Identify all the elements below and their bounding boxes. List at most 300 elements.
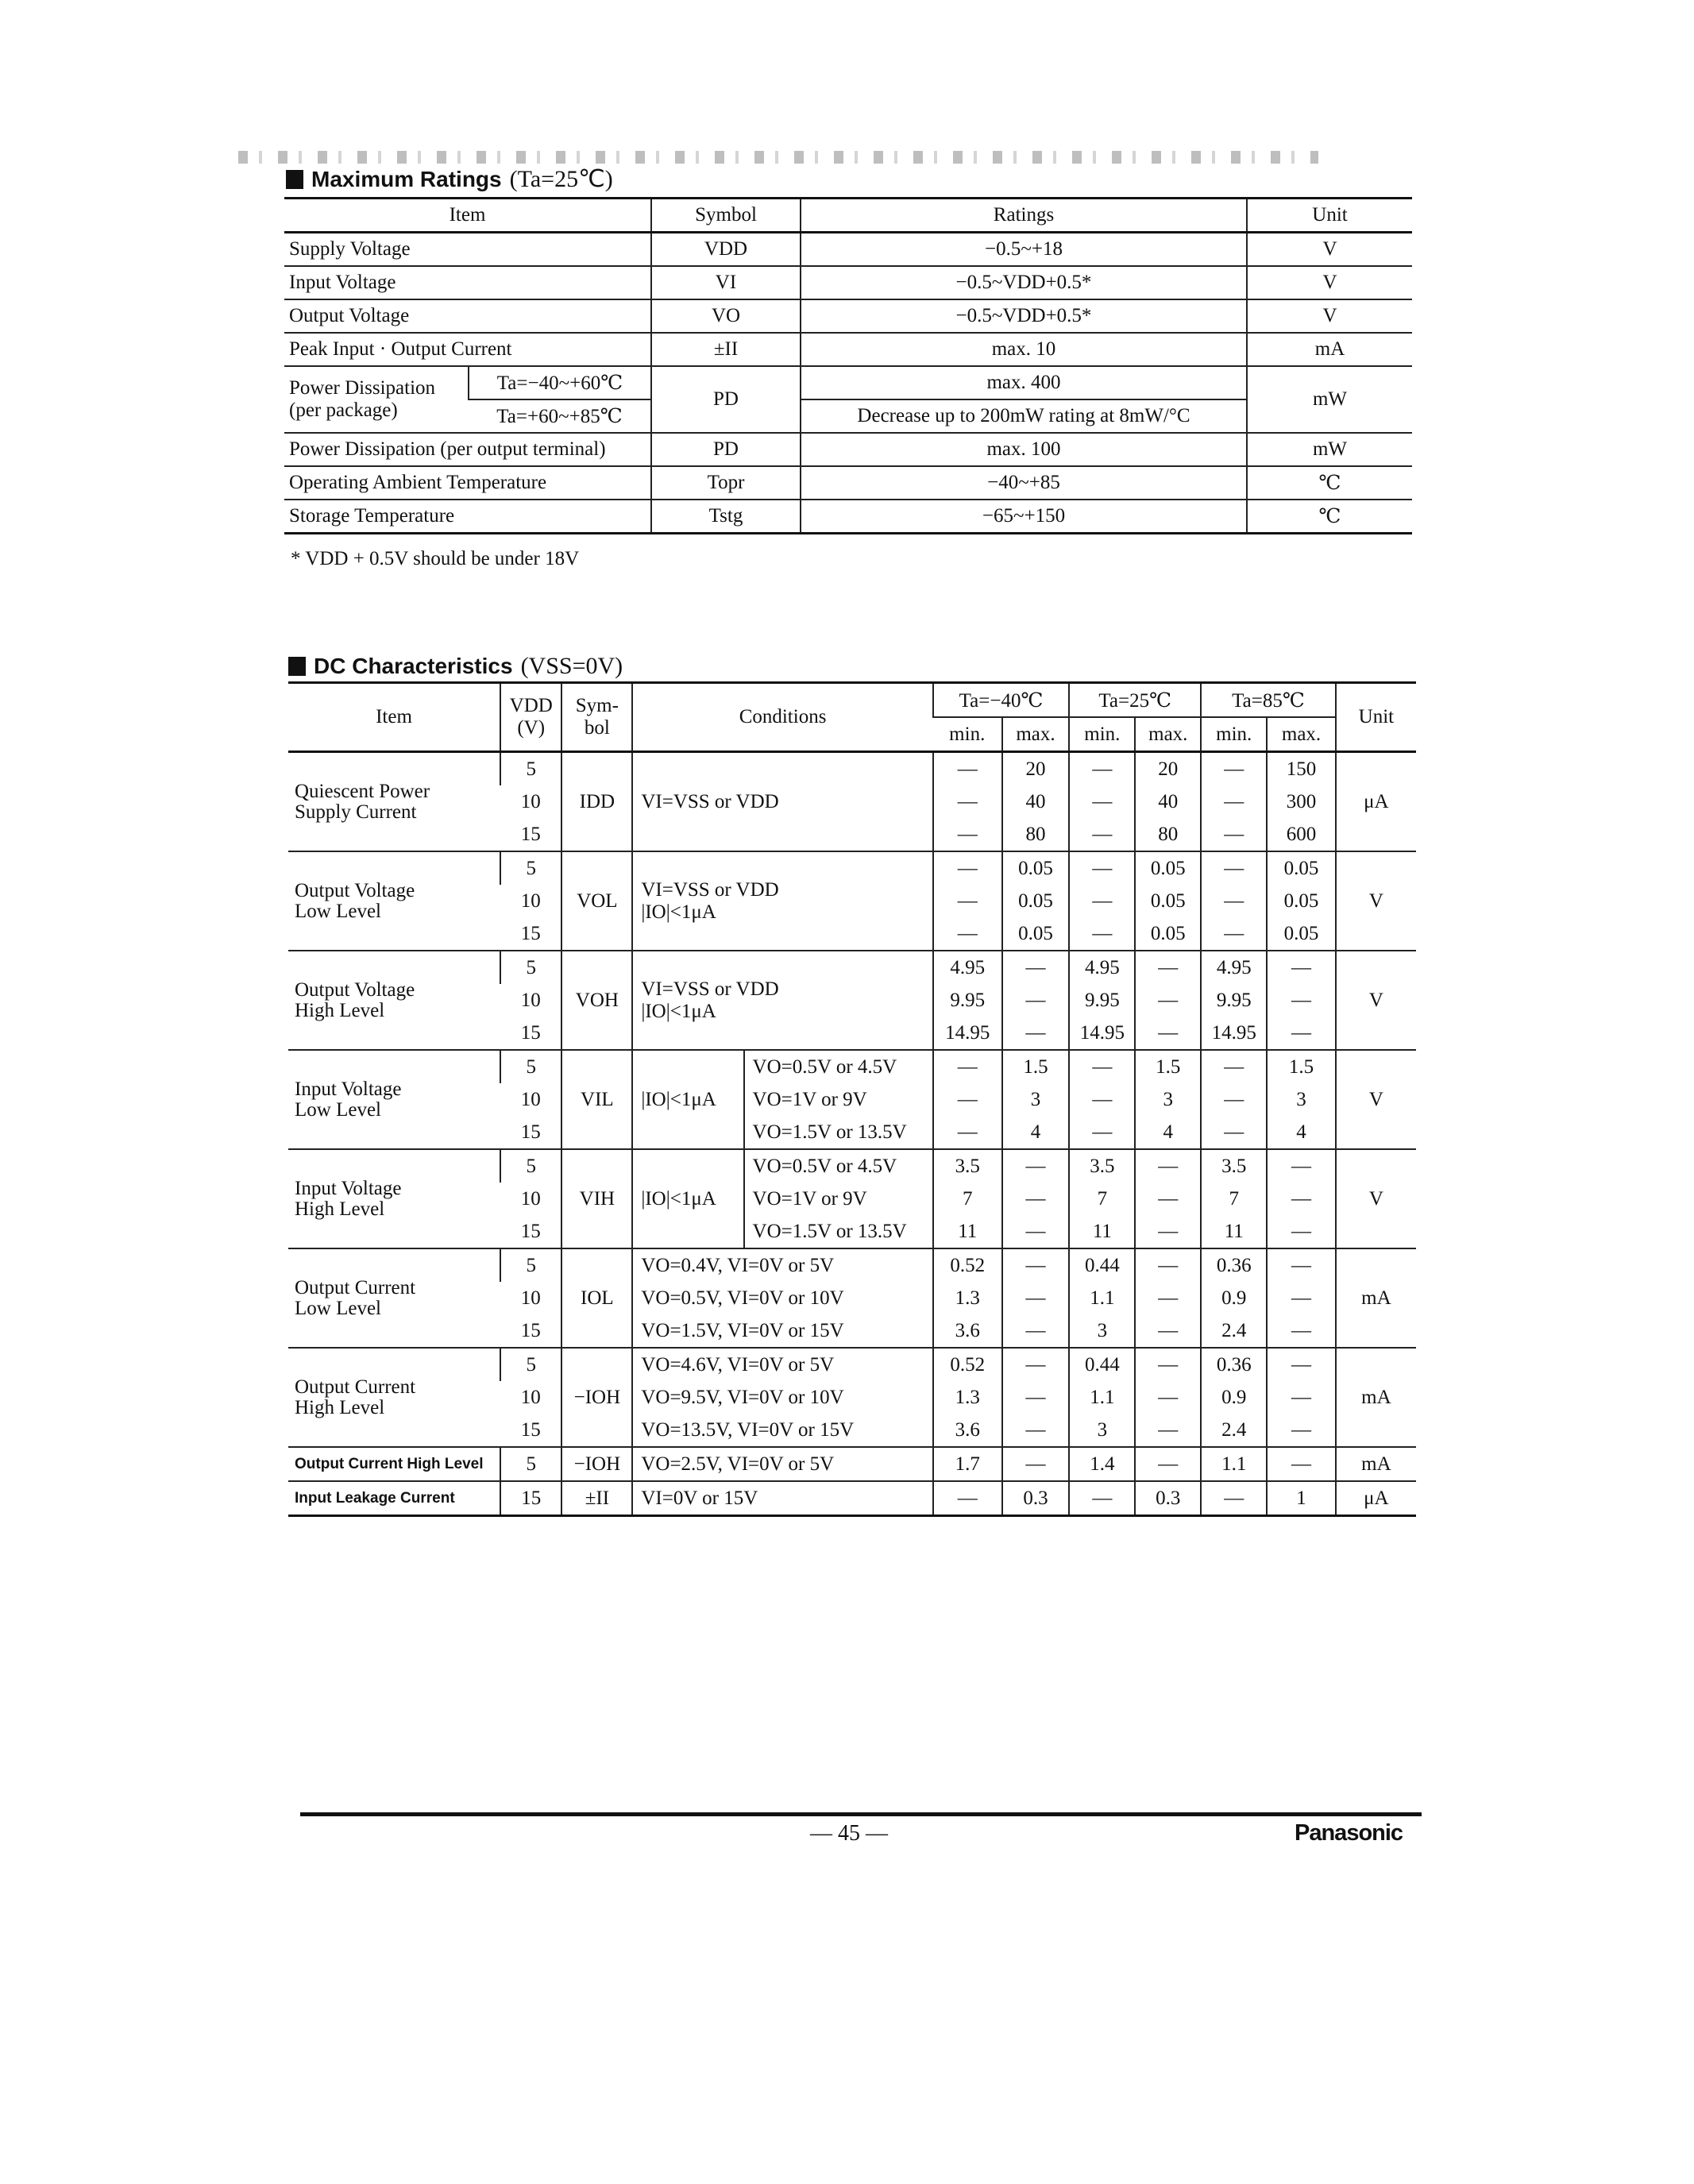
dc-min-85: — [1201, 1481, 1267, 1516]
dc-max-85: 0.05 [1267, 851, 1335, 885]
dc-max-25: — [1135, 1414, 1201, 1447]
dc-condition: VO=4.6V, VI=0V or 5V [632, 1348, 932, 1381]
dc-min-25: — [1069, 1083, 1135, 1116]
max-row [284, 266, 1412, 299]
dc-max-85: — [1267, 1381, 1335, 1414]
dc-min-m40: 11 [933, 1215, 1002, 1248]
dc-min-85: — [1201, 1083, 1267, 1116]
dc-vdd: 15 [500, 917, 561, 951]
dc-group [288, 1050, 1416, 1149]
dc-header-row-1 [288, 683, 1416, 718]
dc-unit: μA [1336, 752, 1416, 852]
dc-condition-detail: VO=0.5V or 4.5V [744, 1149, 933, 1183]
dc-max-25: — [1135, 1248, 1201, 1282]
dc-min-25: — [1069, 885, 1135, 917]
dc-col-item: Item [288, 683, 500, 752]
dc-max-85: — [1267, 1183, 1335, 1215]
dc-col-symbol-line2: bol [584, 717, 610, 739]
dc-symbol: −IOH [561, 1348, 632, 1447]
dc-col-max: max. [1135, 717, 1201, 752]
dc-min-25: 1.1 [1069, 1381, 1135, 1414]
max-ratings-condition: (Ta=25℃) [509, 166, 613, 192]
dc-condition-line2: |IO|<1μA [641, 901, 716, 923]
dc-row [288, 1050, 1416, 1083]
dc-min-85: 1.1 [1201, 1447, 1267, 1481]
dc-condition: VO=0.4V, VI=0V or 5V [632, 1248, 932, 1282]
dc-max-85: 1 [1267, 1481, 1335, 1516]
dc-row [288, 1348, 1416, 1381]
dc-max-85: — [1267, 1314, 1335, 1348]
dc-symbol: VOL [561, 851, 632, 951]
dc-item-line2: High Level [295, 1198, 385, 1220]
dc-min-85: 0.9 [1201, 1282, 1267, 1314]
dc-min-85: 4.95 [1201, 951, 1267, 984]
dc-unit: μA [1336, 1481, 1416, 1516]
dc-min-m40: — [933, 785, 1002, 818]
dc-vdd: 5 [500, 752, 561, 786]
dc-max-m40: 0.05 [1002, 885, 1070, 917]
dc-condition: VI=0V or 15V [632, 1481, 932, 1516]
dc-unit: mA [1336, 1447, 1416, 1481]
dc-max-m40: — [1002, 1282, 1070, 1314]
dc-condition: VO=0.5V, VI=0V or 10V [632, 1282, 932, 1314]
dc-symbol: −IOH [561, 1447, 632, 1481]
max-item: Storage Temperature [284, 500, 651, 534]
dc-col-max: max. [1002, 717, 1070, 752]
max-row [284, 500, 1412, 534]
dc-min-85: — [1201, 818, 1267, 851]
max-col-item: Item [284, 199, 651, 233]
dc-max-25: — [1135, 1348, 1201, 1381]
dc-item-line1: Output Current [295, 1376, 416, 1398]
dc-max-85: — [1267, 1149, 1335, 1183]
max-power-cond: Ta=+60~+85℃ [469, 399, 651, 433]
max-col-unit: Unit [1247, 199, 1412, 233]
dc-symbol: VIH [561, 1149, 632, 1248]
max-row [284, 233, 1412, 267]
dc-vdd: 5 [500, 1447, 561, 1481]
dc-item: Output Current High Level [288, 1447, 500, 1481]
dc-max-85: 4 [1267, 1116, 1335, 1149]
dc-min-25: 1.4 [1069, 1447, 1135, 1481]
dc-characteristics-table [288, 681, 1416, 1517]
dc-min-25: 9.95 [1069, 984, 1135, 1017]
dc-item-line2: Low Level [295, 1297, 381, 1319]
dc-item [288, 951, 500, 1050]
dc-max-m40: — [1002, 1017, 1070, 1050]
dc-max-85: — [1267, 1017, 1335, 1050]
max-header-row [284, 199, 1412, 233]
dc-item-line2: High Level [295, 1396, 385, 1418]
dc-item: Input Leakage Current [288, 1481, 500, 1516]
dc-vdd: 10 [520, 989, 541, 1011]
dc-condition: (VSS=0V) [520, 653, 623, 679]
dc-item [288, 1348, 500, 1447]
dc-condition-line1: VI=VSS or VDD [641, 978, 779, 1000]
dc-min-m40: — [933, 851, 1002, 885]
dc-group [288, 752, 1416, 852]
max-rating: −0.5~+18 [801, 233, 1247, 267]
dc-max-m40: — [1002, 984, 1070, 1017]
dc-group [288, 951, 1416, 1050]
max-ratings-table [284, 197, 1412, 534]
dc-min-25: — [1069, 851, 1135, 885]
dc-vdd: 10 [520, 1386, 541, 1408]
dc-max-85: 1.5 [1267, 1050, 1335, 1083]
dc-min-25: — [1069, 785, 1135, 818]
dc-min-m40: — [933, 1481, 1002, 1516]
dc-item-line2: Low Level [295, 1098, 381, 1121]
dc-max-m40: — [1002, 1381, 1070, 1414]
dc-min-m40: — [933, 1050, 1002, 1083]
dc-min-m40: 0.52 [933, 1348, 1002, 1381]
max-unit: mW [1247, 433, 1412, 466]
dc-condition [632, 851, 932, 951]
scan-artifact [238, 151, 1318, 164]
dc-max-m40: 0.05 [1002, 917, 1070, 951]
dc-min-m40: 4.95 [933, 951, 1002, 984]
max-rating: −65~+150 [801, 500, 1247, 534]
max-unit: mA [1247, 333, 1412, 366]
dc-min-25: 0.44 [1069, 1248, 1135, 1282]
dc-min-85: 0.36 [1201, 1348, 1267, 1381]
dc-max-85: 300 [1267, 785, 1335, 818]
dc-min-m40: 3.6 [933, 1414, 1002, 1447]
dc-condition: VO=9.5V, VI=0V or 10V [632, 1381, 932, 1414]
dc-min-85: — [1201, 1050, 1267, 1083]
dc-min-85: 0.36 [1201, 1248, 1267, 1282]
dc-min-m40: — [933, 885, 1002, 917]
dc-vdd: 10 [520, 1287, 541, 1309]
dc-col-min: min. [933, 717, 1002, 752]
footer-rule [300, 1812, 1422, 1816]
max-rating: −0.5~VDD+0.5* [801, 299, 1247, 333]
dc-min-m40: 1.7 [933, 1447, 1002, 1481]
max-unit: ℃ [1247, 466, 1412, 500]
dc-item [288, 1149, 500, 1248]
dc-max-25: — [1135, 951, 1201, 984]
dc-col-vdd-unit: (V) [517, 717, 546, 739]
dc-min-25: 14.95 [1069, 1017, 1135, 1050]
dc-col-ta-25: Ta=25℃ [1069, 683, 1201, 718]
dc-min-25: 0.44 [1069, 1348, 1135, 1381]
dc-vdd: 5 [500, 951, 561, 984]
max-rating: −0.5~VDD+0.5* [801, 266, 1247, 299]
max-rating: max. 400 [801, 366, 1247, 399]
dc-min-25: — [1069, 1116, 1135, 1149]
dc-max-m40: 0.3 [1002, 1481, 1070, 1516]
max-item: Peak Input · Output Current [284, 333, 651, 366]
dc-condition-line2: |IO|<1μA [641, 1000, 716, 1022]
brand-logo: Panasonic [1295, 1820, 1403, 1846]
max-symbol: ±II [651, 333, 801, 366]
dc-row [288, 1149, 1416, 1183]
dc-min-m40: 0.52 [933, 1248, 1002, 1282]
dc-min-25: — [1069, 752, 1135, 786]
dc-vdd: 10 [520, 889, 541, 912]
dc-min-25: 7 [1069, 1183, 1135, 1215]
dc-row [288, 1447, 1416, 1481]
dc-min-85: 7 [1201, 1183, 1267, 1215]
dc-max-25: — [1135, 1149, 1201, 1183]
dc-single-group [288, 1481, 1416, 1516]
dc-max-25: — [1135, 1381, 1201, 1414]
dc-condition-detail: VO=0.5V or 4.5V [744, 1050, 933, 1083]
dc-max-m40: — [1002, 1215, 1070, 1248]
dc-max-m40: — [1002, 1414, 1070, 1447]
dc-max-25: 1.5 [1135, 1050, 1201, 1083]
dc-unit: mA [1336, 1248, 1416, 1348]
dc-symbol: ±II [561, 1481, 632, 1516]
dc-min-m40: 9.95 [933, 984, 1002, 1017]
dc-vdd: 5 [500, 1149, 561, 1183]
dc-max-25: 3 [1135, 1083, 1201, 1116]
dc-max-m40: 80 [1002, 818, 1070, 851]
dc-max-25: — [1135, 1017, 1201, 1050]
dc-unit: V [1336, 951, 1416, 1050]
dc-col-vdd [500, 683, 561, 752]
dc-max-m40: — [1002, 1248, 1070, 1282]
dc-max-m40: 20 [1002, 752, 1070, 786]
max-unit: V [1247, 233, 1412, 267]
dc-heading [288, 653, 623, 680]
dc-max-25: 4 [1135, 1116, 1201, 1149]
max-symbol: VI [651, 266, 801, 299]
dc-condition-detail: VO=1.5V or 13.5V [744, 1215, 933, 1248]
max-row-power-1 [284, 366, 1412, 399]
max-item: Output Voltage [284, 299, 651, 333]
dc-min-85: 9.95 [1201, 984, 1267, 1017]
dc-col-vdd-label: VDD [509, 695, 553, 716]
dc-item-line2: High Level [295, 999, 385, 1021]
dc-min-85: — [1201, 885, 1267, 917]
dc-max-85: 3 [1267, 1083, 1335, 1116]
dc-min-85: — [1201, 851, 1267, 885]
max-item-power [284, 366, 469, 433]
max-rating: max. 10 [801, 333, 1247, 366]
dc-max-25: 0.05 [1135, 851, 1201, 885]
max-item: Supply Voltage [284, 233, 651, 267]
dc-col-min: min. [1201, 717, 1267, 752]
dc-max-85: — [1267, 1282, 1335, 1314]
dc-vdd: 10 [520, 1088, 541, 1110]
dc-unit: V [1336, 1050, 1416, 1149]
dc-min-25: 3 [1069, 1414, 1135, 1447]
max-ratings-body [284, 233, 1412, 534]
dc-vdd: 5 [500, 851, 561, 885]
dc-item-line1: Output Current [295, 1276, 416, 1298]
max-row [284, 433, 1412, 466]
dc-min-m40: 7 [933, 1183, 1002, 1215]
dc-condition: VO=1.5V, VI=0V or 15V [632, 1314, 932, 1348]
dc-min-m40: 14.95 [933, 1017, 1002, 1050]
dc-item [288, 1248, 500, 1348]
bullet-square-icon [286, 170, 303, 189]
dc-row [288, 851, 1416, 885]
dc-max-m40: — [1002, 1314, 1070, 1348]
dc-item-line1: Input Voltage [295, 1177, 402, 1199]
max-symbol: Topr [651, 466, 801, 500]
max-row [284, 299, 1412, 333]
dc-symbol: VIL [561, 1050, 632, 1149]
dc-min-25: 1.1 [1069, 1282, 1135, 1314]
dc-vdd: 15 [500, 1414, 561, 1447]
dc-group [288, 1149, 1416, 1248]
dc-max-m40: — [1002, 1348, 1070, 1381]
dc-symbol: IDD [561, 752, 632, 852]
max-rating: Decrease up to 200mW rating at 8mW/°C [801, 399, 1247, 433]
dc-col-ta-85: Ta=85℃ [1201, 683, 1336, 718]
dc-max-85: — [1267, 1348, 1335, 1381]
dc-max-m40: — [1002, 1447, 1070, 1481]
dc-min-85: 11 [1201, 1215, 1267, 1248]
max-item: Operating Ambient Temperature [284, 466, 651, 500]
dc-row [288, 752, 1416, 786]
dc-col-max: max. [1267, 717, 1335, 752]
dc-item [288, 1050, 500, 1149]
dc-max-25: — [1135, 1183, 1201, 1215]
dc-row [288, 951, 1416, 984]
dc-vdd: 15 [500, 1017, 561, 1050]
dc-condition-detail: VO=1V or 9V [744, 1083, 933, 1116]
dc-min-25: 3 [1069, 1314, 1135, 1348]
dc-max-25: 20 [1135, 752, 1201, 786]
bullet-square-icon [288, 657, 306, 676]
dc-max-25: — [1135, 1447, 1201, 1481]
dc-vdd: 15 [500, 1481, 561, 1516]
dc-max-m40: 3 [1002, 1083, 1070, 1116]
max-ratings-title: Maximum Ratings [311, 166, 502, 191]
dc-max-25: — [1135, 1215, 1201, 1248]
dc-vdd: 5 [500, 1248, 561, 1282]
max-row [284, 466, 1412, 500]
dc-item-line1: Output Voltage [295, 978, 415, 1001]
dc-condition-line1: VI=VSS or VDD [641, 878, 779, 901]
dc-row [288, 1248, 1416, 1282]
max-symbol: PD [651, 366, 801, 433]
dc-min-m40: — [933, 1083, 1002, 1116]
max-item-power-line1: Power Dissipation [289, 377, 436, 399]
dc-max-25: 0.3 [1135, 1481, 1201, 1516]
dc-max-m40: — [1002, 951, 1070, 984]
dc-max-85: — [1267, 951, 1335, 984]
max-symbol: VDD [651, 233, 801, 267]
dc-item-line2: Low Level [295, 900, 381, 922]
max-unit: mW [1247, 366, 1412, 433]
dc-vdd: 5 [500, 1050, 561, 1083]
dc-group [288, 1248, 1416, 1348]
dc-item [288, 851, 500, 951]
max-unit: V [1247, 266, 1412, 299]
dc-condition: |IO|<1μA [632, 1149, 743, 1248]
dc-col-symbol [561, 683, 632, 752]
dc-condition: |IO|<1μA [632, 1050, 743, 1149]
dc-max-25: 40 [1135, 785, 1201, 818]
dc-min-25: — [1069, 818, 1135, 851]
dc-min-85: 2.4 [1201, 1414, 1267, 1447]
dc-vdd: 15 [500, 818, 561, 851]
dc-unit: V [1336, 1149, 1416, 1248]
max-item-power-line2: (per package) [289, 399, 398, 421]
dc-col-unit: Unit [1336, 683, 1416, 752]
max-power-cond: Ta=−40~+60℃ [469, 366, 651, 399]
dc-vdd: 5 [500, 1348, 561, 1381]
dc-condition: VO=2.5V, VI=0V or 5V [632, 1447, 932, 1481]
dc-max-85: 600 [1267, 818, 1335, 851]
dc-max-85: — [1267, 984, 1335, 1017]
dc-vdd: 10 [520, 790, 541, 812]
dc-min-25: — [1069, 917, 1135, 951]
max-rating: −40~+85 [801, 466, 1247, 500]
dc-max-25: 80 [1135, 818, 1201, 851]
max-unit: ℃ [1247, 500, 1412, 534]
dc-min-m40: 3.6 [933, 1314, 1002, 1348]
dc-max-85: 150 [1267, 752, 1335, 786]
dc-max-m40: — [1002, 1183, 1070, 1215]
dc-max-25: — [1135, 984, 1201, 1017]
dc-vdd: 15 [500, 1215, 561, 1248]
max-symbol: VO [651, 299, 801, 333]
page-number: — 45 — [810, 1821, 888, 1846]
dc-title: DC Characteristics [314, 654, 513, 678]
dc-min-m40: — [933, 917, 1002, 951]
dc-max-m40: 1.5 [1002, 1050, 1070, 1083]
dc-row [288, 1481, 1416, 1516]
footnote: * VDD + 0.5V should be under 18V [291, 548, 580, 569]
dc-item-line1: Quiescent Power [295, 780, 430, 802]
max-row [284, 333, 1412, 366]
dc-min-85: 3.5 [1201, 1149, 1267, 1183]
dc-max-m40: 4 [1002, 1116, 1070, 1149]
dc-group [288, 851, 1416, 951]
max-rating: max. 100 [801, 433, 1247, 466]
dc-min-85: — [1201, 917, 1267, 951]
dc-min-85: — [1201, 785, 1267, 818]
dc-group [288, 1348, 1416, 1447]
dc-vdd: 15 [500, 1116, 561, 1149]
dc-col-min: min. [1069, 717, 1135, 752]
dc-vdd: 15 [500, 1314, 561, 1348]
dc-col-ta-minus40: Ta=−40℃ [933, 683, 1070, 718]
dc-condition: VO=13.5V, VI=0V or 15V [632, 1414, 932, 1447]
dc-col-conditions: Conditions [632, 683, 932, 752]
dc-symbol: VOH [561, 951, 632, 1050]
dc-min-85: — [1201, 1116, 1267, 1149]
max-symbol: Tstg [651, 500, 801, 534]
dc-min-25: 11 [1069, 1215, 1135, 1248]
dc-min-85: 14.95 [1201, 1017, 1267, 1050]
dc-single-group [288, 1447, 1416, 1481]
dc-col-symbol-line1: Sym- [575, 695, 619, 716]
max-col-symbol: Symbol [651, 199, 801, 233]
dc-max-85: — [1267, 1414, 1335, 1447]
max-item: Power Dissipation (per output terminal) [284, 433, 651, 466]
max-ratings-heading [286, 165, 613, 193]
dc-max-25: 0.05 [1135, 885, 1201, 917]
dc-min-25: 4.95 [1069, 951, 1135, 984]
dc-condition [632, 752, 932, 852]
dc-min-m40: 3.5 [933, 1149, 1002, 1183]
dc-condition-detail: VO=1V or 9V [744, 1183, 933, 1215]
dc-max-25: 0.05 [1135, 917, 1201, 951]
dc-symbol: IOL [561, 1248, 632, 1348]
dc-max-m40: 0.05 [1002, 851, 1070, 885]
dc-condition-detail: VO=1.5V or 13.5V [744, 1116, 933, 1149]
dc-vdd: 10 [520, 1187, 541, 1210]
dc-max-85: 0.05 [1267, 885, 1335, 917]
dc-max-85: — [1267, 1447, 1335, 1481]
max-unit: V [1247, 299, 1412, 333]
